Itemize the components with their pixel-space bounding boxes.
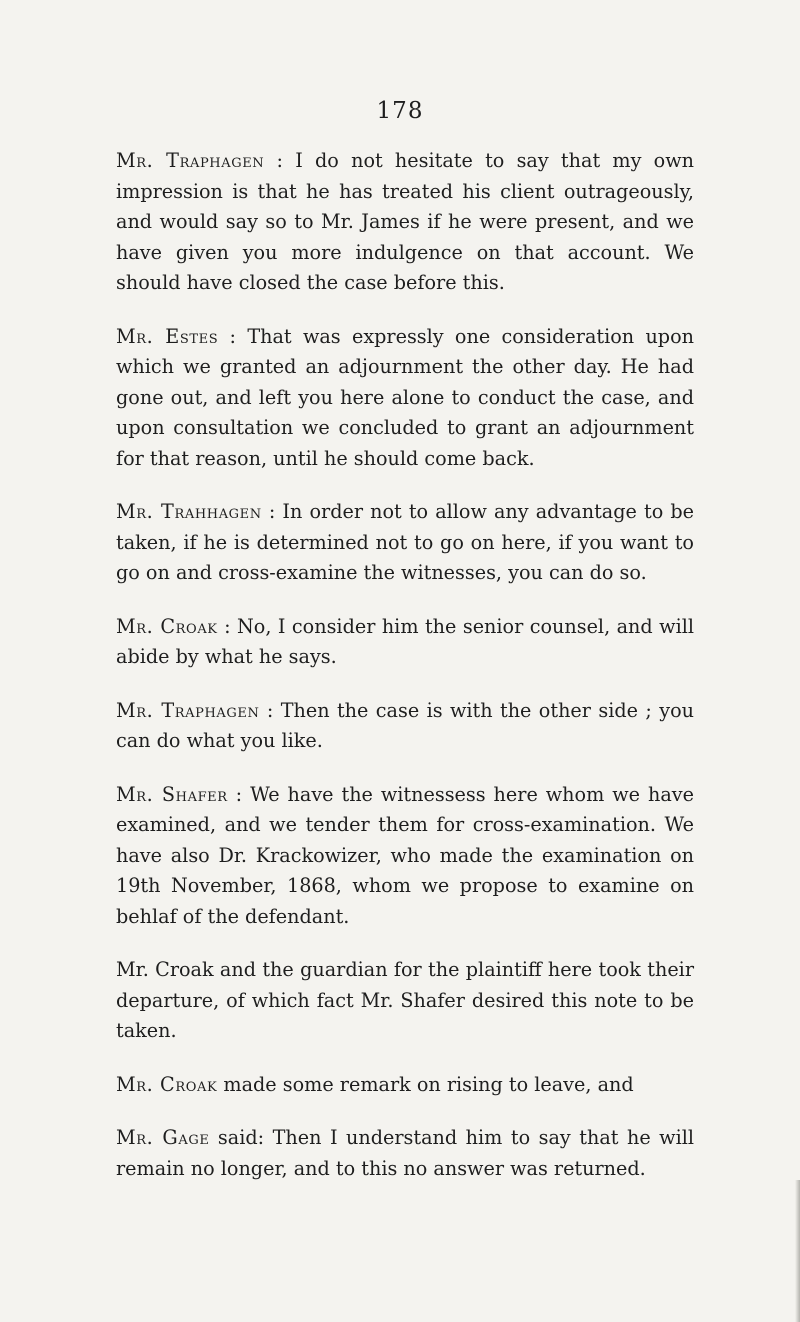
paragraph-text: Then the case is with the other side ; you can do what you like. — [116, 698, 694, 752]
speaker-name: Mr. Shafer — [116, 782, 228, 806]
speaker-separator: said: — [209, 1126, 273, 1149]
paragraph-text: Mr. Croak and the guardian for the plaintiff here took their departure, of which fact Mr. Shafer desired this note to be taken. — [116, 958, 694, 1042]
paragraph-text: I do not hesitate to say that my own impression is that he has treated his client outrageously, and would say so to Mr. James if he were present, and we have given you more indulgence on that account. We should have closed the case before this. — [116, 149, 694, 294]
paragraph-2 — [116, 322, 694, 475]
paragraph-text: made some remark on rising to leave, and — [223, 1072, 634, 1096]
paragraph-7 — [116, 955, 694, 1047]
speaker-separator: : — [259, 698, 281, 722]
paragraph-text: We have the witnessess here whom we have examined, and we tender them for cross-examination. We have also Dr. Krackowizer, who made the examination on 19th November, 1868, whom we propose to examine on behlaf of the defendant. — [116, 782, 694, 928]
speaker-name: Mr. Croak — [116, 614, 218, 638]
page-number: 178 — [376, 98, 424, 124]
paragraph-6 — [116, 780, 694, 933]
paragraph-8 — [116, 1070, 694, 1101]
speaker-separator: : — [264, 149, 296, 172]
paragraph-5 — [116, 696, 694, 757]
speaker-name: Mr. Croak — [116, 1072, 218, 1096]
speaker-name: Mr. Gage — [116, 1126, 210, 1149]
paragraph-text: No, I consider him the senior counsel, and will abide by what he says. — [116, 614, 694, 668]
page-edge-shadow — [795, 1180, 800, 1322]
page-body — [116, 146, 694, 1207]
speaker-name: Mr. Trahhagen — [116, 500, 262, 523]
speaker-name: Mr. Traphagen — [116, 698, 260, 722]
speaker-separator: : — [217, 614, 237, 638]
paragraph-text: Then I understand him to say that he will remain no longer, and to this no answer was returned. — [116, 1126, 694, 1180]
paragraph-9 — [116, 1123, 694, 1184]
paragraph-text: That was expressly one consideration upon which we granted an adjournment the other day. He had gone out, and left you here alone to conduct the case, and upon consultation we concluded to grant an adjournment for that reason, until he should come back. — [116, 324, 694, 470]
speaker-separator: : — [227, 782, 251, 806]
speaker-name: Mr. Estes — [116, 324, 219, 348]
speaker-name: Mr. Traphagen — [116, 149, 265, 172]
paragraph-text: In order not to allow any advantage to be taken, if he is determined not to go on here, if you want to go on and cross-examine the witnesses, you can do so. — [116, 500, 694, 584]
speaker-separator: : — [218, 324, 248, 348]
paragraph-3 — [116, 497, 694, 589]
paragraph-4 — [116, 612, 694, 673]
speaker-separator: : — [261, 500, 283, 523]
paragraph-1 — [116, 146, 694, 299]
